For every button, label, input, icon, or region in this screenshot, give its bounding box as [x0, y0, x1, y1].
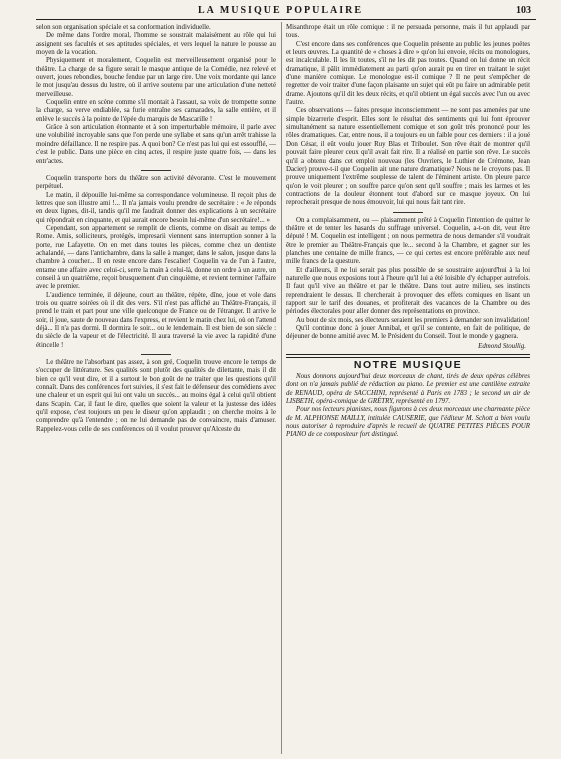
- publication-title: LA MUSIQUE POPULAIRE: [197, 5, 363, 16]
- paragraph: Coquelin transporte hors du théâtre son activité dévorante. C'est le mouvement perpétuel.: [36, 174, 276, 191]
- paragraph: Et d'ailleurs, il ne lui serait pas plus possible de se soustraire aujourd'hui à la loi naturelle que nous exposions tout à l'heure qu'il lui a été loisible d'y échapper autrefois. Il faut qu'il vive au théâtre et par le théâtre. Dans tout autre milieu, ses instincts reprendraient le dessus. Il chercherait à provoquer des effets comiques en lisant un rapport sur le tarif des douanes, et profiterait des vacances de la Chambre ou des périodes électorales pour aller donner des représentations en province.: [286, 266, 530, 316]
- paragraph: Nous donnons aujourd'hui deux morceaux de chant, tirés de deux opéras célèbres dont on n'a jamais publié de réduction au piano. Le premier est une cantilène extraite de RENAUD, opéra de SACCHINI, représenté à Paris en 1783 ; le second un air de LISBETH, opéra-comique de GRÉTRY, représenté en 1797.: [286, 372, 530, 405]
- paragraph: Le matin, il dépouille lui-même sa correspondance volumineuse. Il reçoit plus de lettres que son illustre ami !... Il n'a jamais voulu prendre de secrétaire : « Je réponds en deux lignes, dit-il, tandis qu'il me faudrait donner des explications à un secrétaire qui répondrait en cinquante, et qui aurait encore besoin lui-même d'un secrétaire!... »: [36, 191, 276, 224]
- paragraph: selon son organisation spéciale et sa conformation individuelle.: [36, 24, 211, 31]
- header-rule: [36, 19, 536, 20]
- paragraph: Grâce à son articulation étonnante et à son imperturbable mémoire, il parle avec une volubilité incroyable sans que l'on perde une syllabe et sans qu'un arrêt trahisse la moindre défaillance. Il ne respire pas. A quoi bon? Ce n'est pas lui qui est essoufflé, — c'est le public. Dans une pièce en cinq actes, il respire juste quatre fois, — dans les entr'actes.: [36, 124, 276, 165]
- paragraph: L'audience terminée, il déjeune, court au théâtre, répète, dîne, joue et vole dans trois ou quatre soirées où il dit des vers. S'il n'est pas affiché au Théâtre-Français, il prend le train et part pour une ville quelconque de France ou de l'étranger. Il arrive le soir, il joue, saute de nouveau dans l'express, et revient le matin chez lui, où on l'attend déjà... Il n'a pas dormi. Il dormira le soir... ou le lendemain. Il est bien de son siècle : du siècle de la vapeur et de l'électricité. Il aura traversé la vie avec la rapidité d'une étincelle !: [36, 291, 276, 349]
- paragraph: Au bout de six mois, ses électeurs seraient les premiers à demander son invalidation!: [296, 316, 530, 324]
- paragraph: Coquelin entre en scène comme s'il montait à l'assaut, sa voix de trompette sonne la charge, sa verve endiablée, sa furie entraîne ses camarades, la salle entière, et il enlève le succès à la pointe de l'épée du marquis de Mascarille !: [36, 99, 276, 123]
- paragraph: Le théâtre ne l'absorbant pas assez, à son gré, Coquelin trouve encore le temps de s'occuper de littérature. Ses qualités sont plutôt des qualités de dilettante, mais il dit bien ce qu'il veut dire, et il a surtout le bon goût de ne traiter que les questions qu'il connaît. Dans des conférences fort suivies, il s'est fait le défenseur des comédiens avec une chaleur et un esprit qui lui ont valu un succès... au moins égal à celui qu'il obtient dans Scapin. Car, il faut le dire, quelles que soient la valeur et la justesse des idées qu'il expose, c'est toujours un peu le diseur qu'on applaudit ; on cherche moins à le comprendre qu'à l'entendre ; on ne lui demande pas de convaincre, mais d'amuser. Rappelez-vous celle de ses conférences où il voulut prouver qu'Alceste du: [36, 359, 276, 433]
- column-divider: [281, 22, 282, 754]
- paragraph: Physiquement et moralement, Coquelin est merveilleusement organisé pour le théâtre. La charge de sa figure serait le masque antique de la Comédie, nez relevé et ouvert, joues rebondies, bouche fendue par un large rire. Une voix mordante qui lance le mot jusqu'au dessus du lustre, où il arrive soutenu par une articulation d'une netteté merveilleuse.: [36, 57, 276, 98]
- paragraph: Misanthrope était un rôle comique : il ne persuada personne, mais il fut applaudi par tous.: [286, 24, 530, 40]
- author-signature: Edmond Stoullig.: [478, 342, 526, 350]
- paragraph: Ces observations — faites presque inconsciemment — ne sont pas amenées par une simple bizarrerie d'esprit. Elles sont le résultat des sentiments qui lui font éprouver simultanément sa nature essentiellement comique et son goût très prononcé pour les rôles dramatiques. Car, entre nous, il a toujours eu un faible pour ces derniers : il a joué Don César, il eût voulu jouer Ruy Blas et Triboulet. Son rêve était de montrer qu'il pouvait faire pleurer ceux qu'il avait fait rire. Il a réalisé en partie son rêve. Le succès qu'il a obtenu dans cet emploi nouveau (les Ouvriers, le Luthier de Crémone, Jean Dacier) prouve-t-il que Coquelin ait une nature dramatique? Nous ne le croyons pas. Il prouve uniquement l'extrême souplesse de talent de l'éminent artiste. On pleure parce qu'on le voit pleurer ; on souffre parce qu'on sent qu'il souffre ; mais les larmes et les contractions de la douleur étonnent tout d'abord sur ce masque joyeux. On lui reprocherait presque de nous émouvoir, lui qui nous fait tant rire.: [286, 107, 530, 207]
- paragraph: Pour nos lecteurs pianistes, nous figurons à ces deux morceaux une charmante pièce de M. ALPHONSE MAILLY, intitulée CAUSERIE, que l'éditeur M. Schott a bien voulu nous autoriser à reproduire d'après le recueil de QUATRE PETITES PIÈCES POUR PIANO de ce compositeur fort distingué.: [286, 406, 530, 439]
- paragraph: On a complaisamment, ou — plaisamment prêté à Coquelin l'intention de quitter le théâtre et de tenter les hasards du suffrage universel. Coquelin, a-t-on dit, veut être député ! M. Coquelin est intelligent ; on nous permettra de nous demander s'il voudrait être le premier au Théâtre-Français que le... second à la Chambre, et gagner sur les planches une centaine de mille francs, — ce qui certes est encore préférable aux neuf mille francs de la questure.: [286, 216, 530, 266]
- page-header: [0, 0, 561, 20]
- page-number: 103: [516, 5, 531, 16]
- section-separator: [141, 170, 171, 171]
- section-separator: [141, 354, 171, 355]
- paragraph: C'est encore dans ses conférences que Coquelin présente au public les jeunes poëtes et leurs œuvres. La quantité de « choses à dire » qu'on lui envoie, récits ou monologues, est incalculable. Il les lit toutes, s'il ne les dit pas toutes. Quand on lui donne un récit dramatique, il pâlit immédiatement au parti qu'on aurait pu en tirer en traitant le sujet d'une manière comique. Le monologue est-il comique ? Il ne peut s'empêcher de regretter de voir traiter d'une façon plaisante un sujet qui eût pu faire un admirable petit drame. Ajoutons qu'il dit les deux récits, et qu'il obtient un égal succès avec l'un ou avec l'autre.: [286, 40, 530, 107]
- section-heading: NOTRE MUSIQUE: [353, 358, 463, 371]
- paragraph: Qu'il continue donc à jouer Annibal, et qu'il se contente, en fait de politique, de déjeuner de bonne amitié avec M. le Président du Conseil. Tout le monde y gagnera.: [286, 325, 530, 341]
- left-column: [36, 24, 276, 754]
- paragraph: Cependant, son appartement se remplit de clients, comme on disait au temps de Rome. Amis, solliciteurs, protégés, impresarii viennent sans interruption sonner à la porte, rue Lafayette. On en met dans toutes les pièces, comme chez un dentiste achalandé, — dans l'antichambre, dans la salle à manger, dans le salon, jusque dans la chambre à coucher... Il en reste encore dans l'escalier! Coquelin va de l'un à l'autre, entame une affaire avec celui-ci, serre la main à celui-là, donne un ordre à un autre, un conseil à un quatrième, reçoit brusquement d'un cinquième, et revient terminer l'affaire avec le premier.: [36, 224, 276, 291]
- section-separator: [393, 212, 423, 213]
- right-column: [286, 24, 530, 754]
- paragraph: De même dans l'ordre moral, l'homme se soustrait malaisément au rôle qui lui assignent ses facultés et ses aptitudes spéciales, et vers lequel la nature le pousse au moyen de la vocation.: [36, 32, 276, 57]
- double-rule: [286, 354, 530, 358]
